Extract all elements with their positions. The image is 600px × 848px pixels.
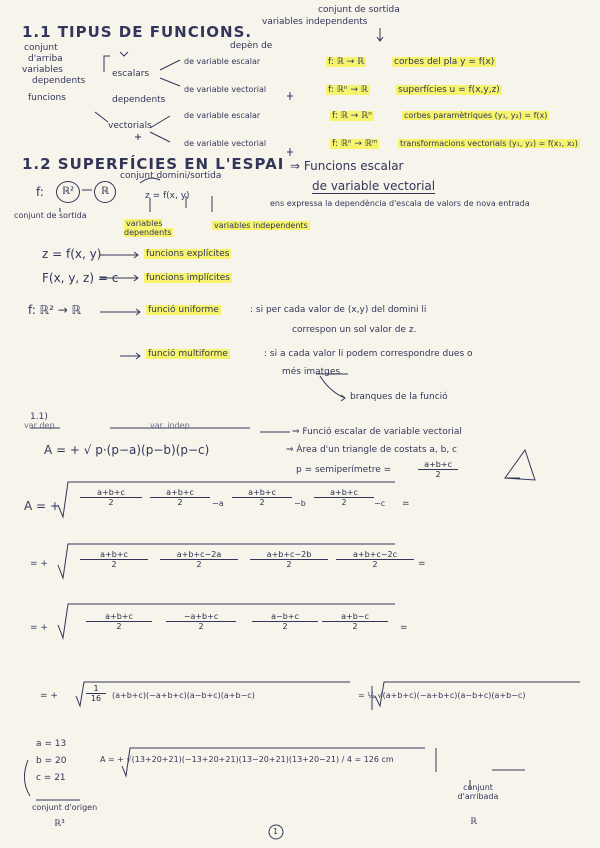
row-1-result: corbes del pla y = f(x) (394, 57, 495, 67)
row3-term-4: $\frac{a+b-c}{2}$ (322, 612, 388, 631)
type-vectorials: vectorials (108, 121, 152, 131)
type-escalars: escalars (112, 69, 150, 79)
row-1-map: f: ℝ → ℝ (328, 57, 365, 67)
row4-equals: = + (40, 691, 58, 701)
implicit-equation: F(x, y, z) = c (42, 271, 119, 285)
row-4-result: transformacions vectorials (y₁, y₂) = f(x₁, x₂) (400, 139, 578, 148)
section-subtitle-b: de variable vectorial (312, 179, 436, 193)
row2-equals: = + (30, 559, 48, 569)
origin-label: conjunt d'origen (32, 803, 98, 812)
row-2-result: superfícies u = f(x,y,z) (398, 85, 500, 95)
arrival-set: ℝ (470, 817, 478, 827)
row2-term-2: $\frac{a+b+c-2a}{2}$ (160, 550, 238, 569)
row2-term-1: $\frac{a+b+c}{2}$ (80, 550, 148, 569)
area-A-label: A = + (24, 499, 60, 513)
semiperimeter-fraction: $\frac{a+b+c}{2}$ (418, 460, 458, 479)
vars-independent: variables independents (214, 221, 308, 230)
domain-note: conjunt domini/sortida (120, 171, 222, 181)
left-label-2: d'arriba (28, 54, 63, 64)
area-formula: A = + √ p·(p−a)(p−b)(p−c) (44, 443, 210, 457)
page-number: 1 (273, 827, 279, 836)
row3-term-3: $\frac{a-b+c}{2}$ (252, 612, 318, 631)
branches-label: branques de la funció (350, 392, 448, 402)
final-computation: A = + √(13+20+21)(−13+20+21)(13−20+21)(13+20−21) / 4 = 126 cm (100, 755, 394, 764)
multi-desc-2: més imatges (282, 367, 341, 377)
z-equation: z = f(x, y) (145, 191, 190, 201)
set-r2-circle: ℝ² (56, 181, 80, 203)
note-codomain: conjunt de sortida (318, 5, 400, 15)
origin-set: ℝ³ (54, 819, 65, 829)
implicit-label: funcions implícites (146, 273, 230, 283)
depends-label: depèn de (230, 41, 273, 51)
type-dependents: dependents (112, 95, 166, 105)
row2-term-4: $\frac{a+b+c-2c}{2}$ (336, 550, 414, 569)
uniform-label: funció uniforme (148, 305, 219, 315)
row4-fraction: $\frac{1}{16}$ (86, 684, 106, 703)
row3-term-2: $\frac{-a+b+c}{2}$ (166, 612, 236, 631)
row1-equals: = (402, 499, 410, 509)
row1-term-4-suffix: −c (374, 499, 386, 508)
row-2-map: f: ℝⁿ → ℝ (328, 85, 368, 95)
explicit-equation: z = f(x, y) (42, 247, 102, 261)
row-3-map: f: ℝ → ℝⁿ (332, 111, 372, 121)
codomain-label: conjunt de sortida (14, 211, 87, 220)
explicit-label: funcions explícites (146, 249, 230, 259)
row1-term-2: $\frac{a+b+c}{2}$ (150, 488, 210, 507)
row3-equals-end: = (400, 623, 408, 633)
row1-term-1: $\frac{a+b+c}{2}$ (80, 488, 142, 507)
var-dep-label: var dep (24, 421, 55, 430)
row3-equals: = + (30, 623, 48, 633)
row1-term-3: $\frac{a+b+c}{2}$ (232, 488, 292, 507)
left-label-4: dependents (32, 76, 86, 86)
area-note: ⇒ Àrea d'un triangle de costats a, b, c (286, 445, 457, 455)
set-r-circle: ℝ (94, 181, 116, 203)
vars-dependent: variables dependents (124, 219, 172, 237)
row-4-desc: de variable vectorial (184, 139, 267, 148)
value-b: b = 20 (36, 756, 67, 766)
section-title-1-2: 1.2 SUPERFÍCIES EN L'ESPAI (22, 155, 285, 173)
left-label-3: variables (22, 65, 63, 75)
left-label-5: funcions (28, 93, 66, 103)
row2-equals-end: = (418, 559, 426, 569)
section-title-1-1: 1.1 TIPUS DE FUNCIONS. (22, 23, 253, 41)
row2-term-3: $\frac{a+b+c-2b}{2}$ (250, 550, 328, 569)
multi-label: funció multiforme (148, 349, 228, 359)
row4-result: = ¼ √(a+b+c)(−a+b+c)(a−b+c)(a+b−c) (358, 691, 526, 700)
row4-body: (a+b+c)(−a+b+c)(a−b+c)(a+b−c) (112, 691, 255, 700)
row1-term-2-suffix: −a (212, 499, 224, 508)
semiperimeter-label: p = semiperímetre = (296, 465, 392, 475)
row-3-result: corbes paramètriques (y₁, y₂) = f(x) (404, 111, 548, 120)
value-c: c = 21 (36, 773, 66, 783)
row-3-desc: de variable escalar (184, 111, 261, 120)
example-number: 1.1) (30, 412, 48, 422)
multi-desc-1: : si a cada valor li podem correspondre dues o (264, 349, 473, 359)
scalar-note: ⇒ Funció escalar de variable vectorial (292, 427, 462, 437)
row-1-desc: de variable escalar (184, 57, 261, 66)
row1-term-4: $\frac{a+b+c}{2}$ (314, 488, 374, 507)
row1-term-3-suffix: −b (294, 499, 306, 508)
left-label-1: conjunt (24, 43, 58, 53)
value-a: a = 13 (36, 739, 67, 749)
arrival-label: conjunt d'arribada (457, 783, 499, 801)
uniform-desc-1: : si per cada valor de (x,y) del domini li (250, 305, 427, 315)
map-r2-r: f: ℝ² → ℝ (28, 303, 82, 317)
map-f-label: f: (36, 185, 44, 199)
row3-term-1: $\frac{a+b+c}{2}$ (86, 612, 152, 631)
section-subtitle-a: ⇒ Funcions escalar (290, 159, 404, 173)
row-2-desc: de variable vectorial (184, 85, 267, 94)
expresses-note: ens expressa la dependència d'escala de valors de nova entrada (270, 199, 530, 208)
row-4-map: f: ℝⁿ → ℝᵐ (332, 139, 378, 149)
var-indep-label: var. indep (150, 421, 190, 430)
note-independent: variables independents (262, 17, 368, 27)
uniform-desc-2: correspon un sol valor de z. (292, 325, 417, 335)
